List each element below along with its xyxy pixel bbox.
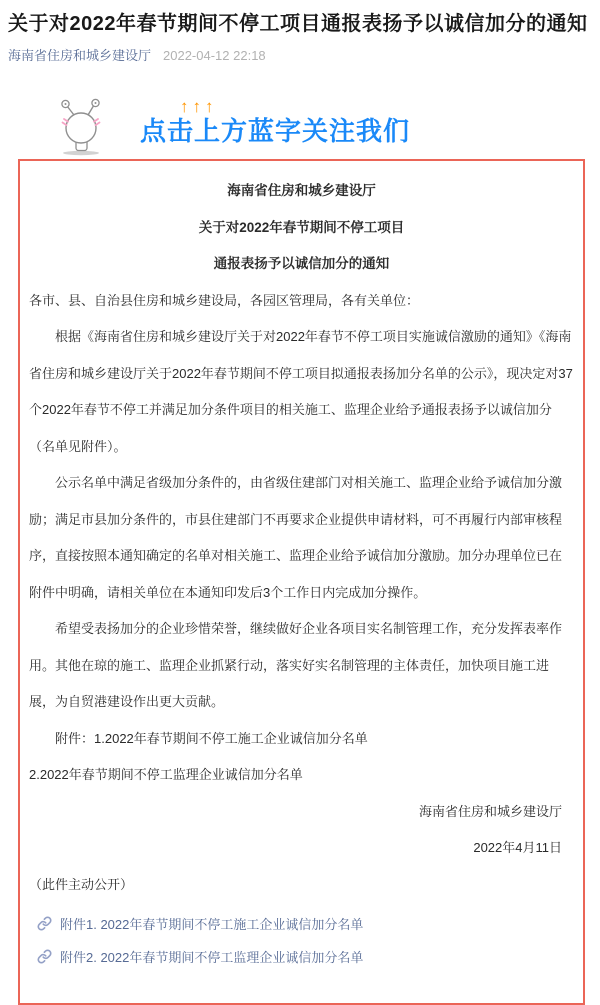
doc-heading-line-3: 通报表扬予以诚信加分的通知 <box>213 256 390 271</box>
doc-paragraph-2: 公示名单中满足省级加分条件的，由省级住建部门对相关施工、监理企业给予诚信加分激励；满足市县加分条件的，市县住建部门不再要求企业提供申请材料，可不再履行内部审核程序，直接按照本通知确定的名单对相关施工、监理企业给予诚信加分激励。加分办理单位已在附件中明确，请相关单位在本通知印发后3个工作日内完成加分操作。 <box>29 475 563 600</box>
attachment-list-line-1 <box>29 721 574 758</box>
attachment-link-label: 附件1. 2022年春节期间不停工施工企业诚信加分名单 <box>60 917 364 932</box>
attachment-link-1[interactable] <box>37 907 574 940</box>
byline <box>8 45 592 64</box>
disclosure-note: （此件主动公开） <box>29 876 134 892</box>
attachment-link-2[interactable] <box>37 940 574 973</box>
doc-heading-line-2: 关于对2022年春节期间不停工项目 <box>198 219 405 235</box>
article-page <box>0 10 600 965</box>
doodle-creature-icon <box>50 98 112 156</box>
doc-heading-line-1: 海南省住房和城乡建设厅 <box>227 183 376 198</box>
doc-salutation: 各市、县、自治县住房和城乡建设局，各园区管理局，各有关单位： <box>29 292 420 308</box>
attachment-link-label: 附件2. 2022年春节期间不停工监理企业诚信加分名单 <box>60 950 364 965</box>
page-title: 关于对2022年春节期间不停工项目通报表扬予以诚信加分的通知 <box>8 13 588 35</box>
attachment-list-line-2: 2.2022年春节期间不停工监理企业诚信加分名单 <box>29 767 303 782</box>
up-arrows-text: ↑↑↑ <box>180 97 218 116</box>
link-icon <box>37 949 52 964</box>
banner-text <box>140 98 410 147</box>
follow-banner-image <box>0 98 600 156</box>
doc-paragraph-1: 根据《海南省住房和城乡建设厅关于对2022年春节不停工项目实施诚信激励的通知》《海南省住房和城乡建设厅关于2022年春节期间不停工项目拟通报表扬加分名单的公示》，现决定对37个2022年春节不停工并满足加分条件项目的相关施工、监理企业给予通报表扬予以诚信加分（名单见附件）。 <box>29 329 573 454</box>
link-icon <box>37 916 52 931</box>
notice-document-box <box>18 159 585 1005</box>
follow-us-text: 点击上方蓝字关注我们 <box>140 116 411 146</box>
attachment-label: 附件： <box>55 730 95 746</box>
attachment-item-1: 1.2022年春节期间不停工施工企业诚信加分名单 <box>94 730 368 746</box>
doc-date: 2022年4月11日 <box>473 840 562 855</box>
publish-time: 2022-04-12 22:18 <box>163 48 266 63</box>
doc-paragraph-3: 希望受表扬加分的企业珍惜荣誉，继续做好企业各项目实名制管理工作，充分发挥表率作用。其他在琼的施工、监理企业抓紧行动，落实好实名制管理的主体责任，加快项目施工进展，为自贸港建设作出更大贡献。 <box>29 621 563 709</box>
doc-signature: 海南省住房和城乡建设厅 <box>418 803 562 819</box>
account-name-link[interactable]: 海南省住房和城乡建设厅 <box>8 48 152 63</box>
